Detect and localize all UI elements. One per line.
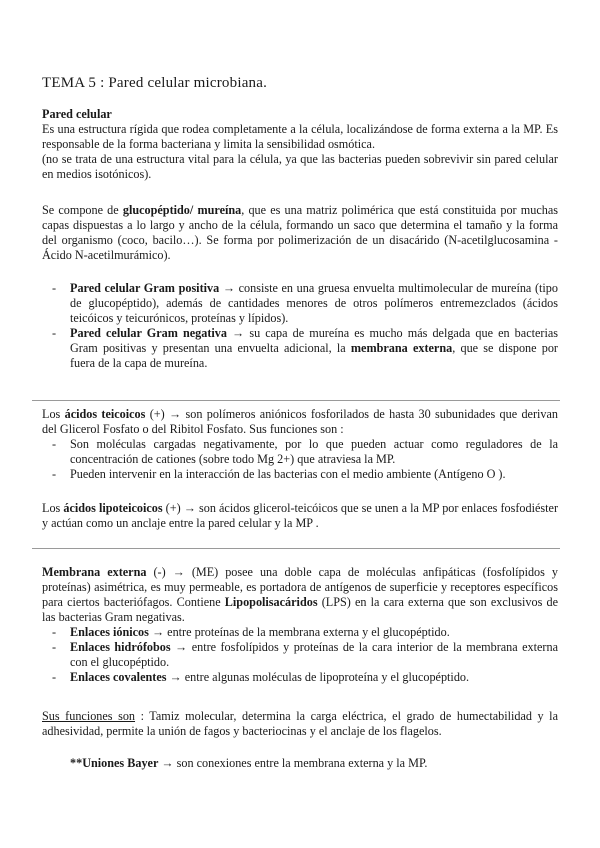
section-acidos-teicoicos [42, 407, 558, 482]
bold-term: Pared celular Gram positiva [70, 281, 220, 295]
text: → entre algunas moléculas de lipoproteína y el glucopéptido. [166, 670, 470, 684]
gram-list-section [42, 281, 558, 371]
section-heading: Pared celular [42, 107, 112, 121]
list-item: - Son moléculas cargadas negativamente, por lo que pueden actuar como reguladores de la concentración de cationes (sobre todo Mg 2+) que atraviesa la MP. [42, 437, 558, 467]
text: → su capa de mureína es mucho más delgada que en bacterias Gram positivas y presentan una envuelta adicional, la [70, 326, 558, 355]
paragraph [42, 501, 558, 531]
divider [32, 400, 560, 401]
text: → entre fosfolípidos y proteínas de la cara interior de la membrana externa con el glucopéptido. [70, 640, 558, 669]
paragraph [42, 756, 558, 771]
paragraph-note: (no se trata de una estructura vital para la célula, ya que las bacterias pueden sobrevivir sin pared celular en medios isotónicos). [42, 152, 558, 181]
paragraph [42, 407, 558, 437]
section-pared-celular [42, 107, 558, 182]
bold-term: Enlaces iónicos [70, 625, 149, 639]
functions-list [42, 437, 558, 482]
list-item [42, 670, 558, 685]
underlined-label: Sus funciones son [42, 709, 136, 723]
text: Los [42, 407, 65, 421]
paragraph [42, 203, 558, 263]
text: Los [42, 501, 64, 515]
text: : Tamiz molecular, determina la carga eléctrica, el grado de humectabilidad y la adhesividad, permite la unión de fagos y bacteriocinas y el anclaje de los flagelos. [42, 709, 558, 738]
bold-term: Lipopolisacáridos [224, 595, 318, 609]
section-membrana-externa [42, 565, 558, 685]
bold-term: ácidos teicoicos [64, 407, 146, 421]
section-glucopeptido [42, 203, 558, 263]
bold-term: Membrana externa [42, 565, 147, 579]
list-item: - Pueden intervenir en la interacción de las bacterias con el medio ambiente (Antígeno O ). [42, 467, 558, 482]
list-item [42, 281, 558, 326]
bold-term: glucopéptido/ mureína [122, 203, 242, 217]
bold-term: ácidos lipoteicoicos [63, 501, 163, 515]
enlaces-list [42, 625, 558, 685]
paragraph: Es una estructura rígida que rodea completamente a la célula, localizándose de forma externa a la MP. Es responsable de la forma bacteriana y limita la sensibilidad osmótica. [42, 122, 558, 151]
text: (LPS) en la cara externa que son exclusivos de las bacterias Gram negativas. [42, 595, 559, 624]
text: , que se dispone por fuera de la capa de mureína. [70, 341, 558, 370]
bold-term: membrana externa [350, 341, 453, 355]
bold-term: Pared celular Gram negativa [70, 326, 227, 340]
text: , que es una matriz polimérica que está constituida por muchas capas dispuestas a lo largo y ancho de la célula, formando un saco que determina el tamaño y la forma del organismo (coco, bacilo…). Se forma por polimerización de un disacárido (N-acetilglucosamina - Ácido N-acetilmurámico). [42, 203, 559, 262]
section-acidos-lipoteicoicos [42, 501, 558, 531]
list-item [42, 625, 558, 640]
text: (-) → (ME) posee una doble capa de moléculas anfipáticas (fosfolípidos y proteínas) asimétrica, es muy permeable, es portadora de antígenos de superficie y receptores específicos para ciertos bacteriófagos. Contiene [42, 565, 558, 609]
text: → son conexiones entre la membrana externa y la MP. [158, 756, 428, 770]
section-uniones-bayer [42, 756, 558, 771]
text: (+) → son polímeros aniónicos fosforilados de hasta 30 subunidades que derivan del Glicerol Fosfato o del Ribitol Fosfato. Sus funciones son : [42, 407, 559, 436]
text: → consiste en una gruesa envuelta multimolecular de mureína (tipo de glucopéptido), además de cantidades menores de otros polímeros entremezclados (ácidos teicóicos y teicurónicos, proteínas y lípidos). [70, 281, 558, 325]
section-funciones [42, 709, 558, 739]
list-item [42, 326, 558, 371]
page-title: TEMA 5 : Pared celular microbiana. [42, 75, 268, 91]
bold-term: **Uniones Bayer [70, 756, 159, 770]
text: → entre proteínas de la membrana externa y el glucopéptido. [148, 625, 450, 639]
gram-list [42, 281, 558, 371]
text: Se compone de [42, 203, 123, 217]
bold-term: Enlaces covalentes [70, 670, 167, 684]
bold-term: Enlaces hidrófobos [70, 640, 171, 654]
paragraph [42, 709, 558, 739]
list-item [42, 640, 558, 670]
divider [32, 548, 560, 549]
paragraph [42, 565, 558, 625]
text: (+) → son ácidos glicerol-teicóicos que se unen a la MP por enlaces fosfodiéster y actúan como un anclaje entre la pared celular y la MP . [42, 501, 559, 530]
